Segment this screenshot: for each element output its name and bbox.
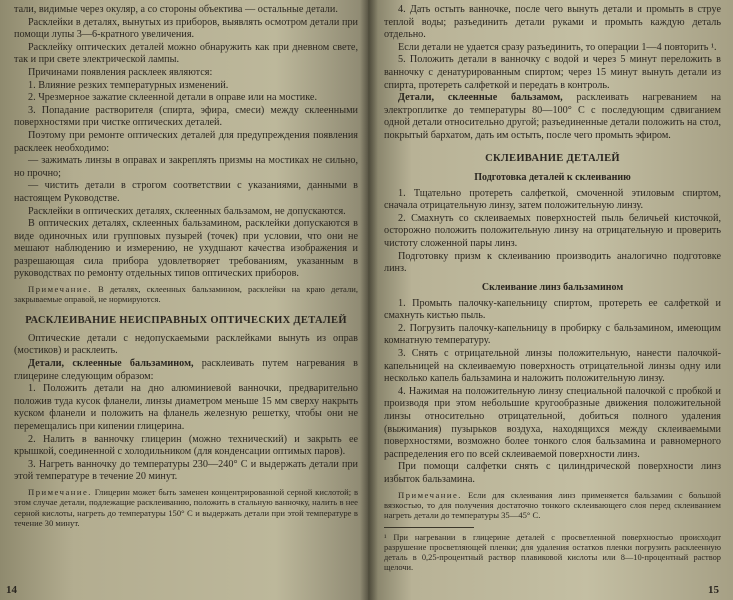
paragraph: 4. Дать остыть ванночке, после чего вынуть детали и промыть в струе теплой воды; разъединить детали руками и промыть каждую деталь отдельно. <box>384 4 721 41</box>
paragraph: В оптических деталях, склеенных бальзамином, расклейки допускаются в виде одиночных или групповых пузырей (точек) при условии, что они не мешают наблюдению и измерению, не ухудшают качества изображения и разрешающая сила прибора удовлетворяет требованиям, указанным в руководствах по ремонту отдельных типов оптических приборов. <box>14 218 358 280</box>
step-item: 1. Тщательно протереть салфеткой, смоченной этиловым спиртом, сначала отрицательную линзу, затем положительную линзу. <box>384 187 721 212</box>
note-text: Если для склеивания линз применяется бальзамин с большой вязкостью, то для получения достаточно тонкого склеивающего слоя перед склеиванием нагреть детали до температуры 35—45° С. <box>384 489 721 521</box>
step-item: 3. Нагреть ванночку до температуры 230—240° С и выдержать детали при этой температуре в течение 20 минут. <box>14 458 358 483</box>
right-page <box>368 0 733 600</box>
subheading: Склеивание линз бальзамином <box>481 281 624 293</box>
paragraph: 1. Влияние резких температурных изменений. <box>28 79 229 91</box>
section-heading: РАСКЛЕИВАНИЕ НЕИСПРАВНЫХ ОПТИЧЕСКИХ ДЕТАЛЕЙ <box>25 314 347 326</box>
note-lead: Примечание. <box>398 489 462 500</box>
section-heading: СКЛЕИВАНИЕ ДЕТАЛЕЙ <box>485 152 620 164</box>
paragraph: Оптические детали с недопускаемыми расклейками вынуть из оправ (мостиков) и расклеить. <box>14 332 358 357</box>
paragraph: При помощи салфетки снять с цилиндрической поверхности линз избыток бальзамина. <box>384 461 721 485</box>
page-number: 14 <box>6 584 17 596</box>
paragraph: 3. Попадание растворителя (спирта, эфира, смеси) между склеенными поверхностями при чистке оптических деталей. <box>14 104 358 129</box>
paragraph: тали, видимые через окуляр, а со стороны объектива — остальные детали. <box>14 4 338 15</box>
paragraph: Причинами появления расклеек являются: <box>28 66 213 78</box>
paragraph-rest: расклеивать нагреванием на электроплитке до температуры 80—100° С с последующим сдвиганием одной детали относительно другой; разъединенные детали положить на стол, покрытый бархатом, дать им остыть, после чего промыть эфиром. <box>384 92 721 141</box>
note <box>384 490 721 521</box>
paragraph: Расклейки в деталях, вынутых из приборов, выявлять осмотром детали при помощи лупы 3—6-кратного увеличения. <box>14 16 358 41</box>
page-number: 15 <box>708 584 719 596</box>
bold-lead: Детали, склеенные бальзамом, <box>398 92 563 104</box>
note-text: Глицерин может быть заменен концентрированной серной кислотой; в этом случае детали, подлежащие расклеиванию, положить в стальную ванночку, налить в нее серной кислоты, нагреть до температуры 150° С и выдержать детали при этой температуре в течение 30 минут. <box>14 487 358 529</box>
paragraph: 2. Чрезмерное зажатие склеенной детали в оправе или на мостике. <box>28 92 317 104</box>
footnote-divider <box>384 527 474 528</box>
step-item: 2. Погрузить палочку-капельницу в пробирку с бальзамином, имеющим комнатную температуру. <box>384 322 721 347</box>
paragraph: Расклейку оптических деталей можно обнаружить как при дневном свете, так и при свете электрической лампы. <box>14 41 358 66</box>
note <box>14 284 358 305</box>
step-item: 4. Нажимая на положительную линзу специальной палочкой с пробкой и производя при этом небольшие кругообразные движения положительной линзы относительно отрицательной, добиться полного удаления (выжимания) пузырьков воздуха, находящихся между склеиваемыми поверхностями, возможно более тонкого слоя бальзамина и равномерного распределения его по всей склеиваемой поверхности линз. <box>384 385 721 460</box>
paragraph: 5. Положить детали в ванночку с водой и через 5 минут переложить в ванночку с денатурированным спиртом; через 15 минут вынуть детали из спирта, протереть салфеткой и передать в контроль. <box>384 54 721 91</box>
step-item: 2. Налить в ванночку глицерин (можно технический) и закрыть ее крышкой, соединенной с холодильником (для конденсации оптимых паров). <box>14 433 358 458</box>
paragraph: — зажимать линзы в оправах и закреплять призмы на мостиках не сильно, но прочно; <box>14 155 358 179</box>
paragraph: — чистить детали в строгом соответствии с указаниями, данными в настоящем Руководстве. <box>14 180 358 204</box>
bold-lead: Детали, склеенные бальзамином, <box>28 358 194 370</box>
step-item: 1. Положить детали на дно алюминиевой ванночки, предварительно положив туда кусок фланели, линзы диаметром меньше 15 мм сверху накрыть куском фланели и положить на фланель железную решетку, чтобы они не перемещались при кипении глицерина. <box>14 383 358 433</box>
subheading: Подготовка деталей к склеиванию <box>474 171 631 183</box>
paragraph: Если детали не удается сразу разъединить, то операции 1—4 повторить ¹. <box>398 41 717 53</box>
footnote: ¹ При нагревании в глицерине деталей с просветленной поверхностью происходит разрушение просветляющей пленки; для удаления остатков пленки погрузить расклеенную деталь в 0,25-процентный раствор плавиковой кислоты или 8—10-процентный раствор щелочи. <box>384 532 721 573</box>
paragraph: Подготовку призм к склеиванию производить аналогично подготовке линз. <box>384 250 721 275</box>
step-item: 1. Промыть палочку-капельницу спиртом, протереть ее салфеткой и смахнуть кистью пыль. <box>384 297 721 322</box>
note-text: В деталях, склеенных бальзамином, расклейки на краю детали, закрываемые оправой, не нормируются. <box>14 284 358 305</box>
paragraph-rest: расклеивать путем нагревания в глицерине следующим образом: <box>14 358 358 382</box>
note-lead: Примечание. <box>28 487 92 497</box>
paragraph <box>384 92 721 142</box>
paragraph: Расклейки в оптических деталях, склеенных бальзамом, не допускаются. <box>28 205 346 217</box>
note <box>14 487 358 529</box>
step-item: 2. Смахнуть со склеиваемых поверхностей пыль беличьей кисточкой, осторожно положить положительную линзу на отрицательную и проверить чистоту сложенной пары линз. <box>384 212 721 249</box>
step-item: 3. Снять с отрицательной линзы положительную, нанести палочкой-капельницей на склеиваемую поверхность отрицательной линзы одну или несколько капель бальзамина и наложить положительную линзу. <box>384 348 721 385</box>
paragraph <box>14 358 358 383</box>
paragraph: Поэтому при ремонте оптических деталей для предупреждения появления расклеек необходимо: <box>14 129 358 154</box>
note-lead: Примечание. <box>28 284 92 295</box>
